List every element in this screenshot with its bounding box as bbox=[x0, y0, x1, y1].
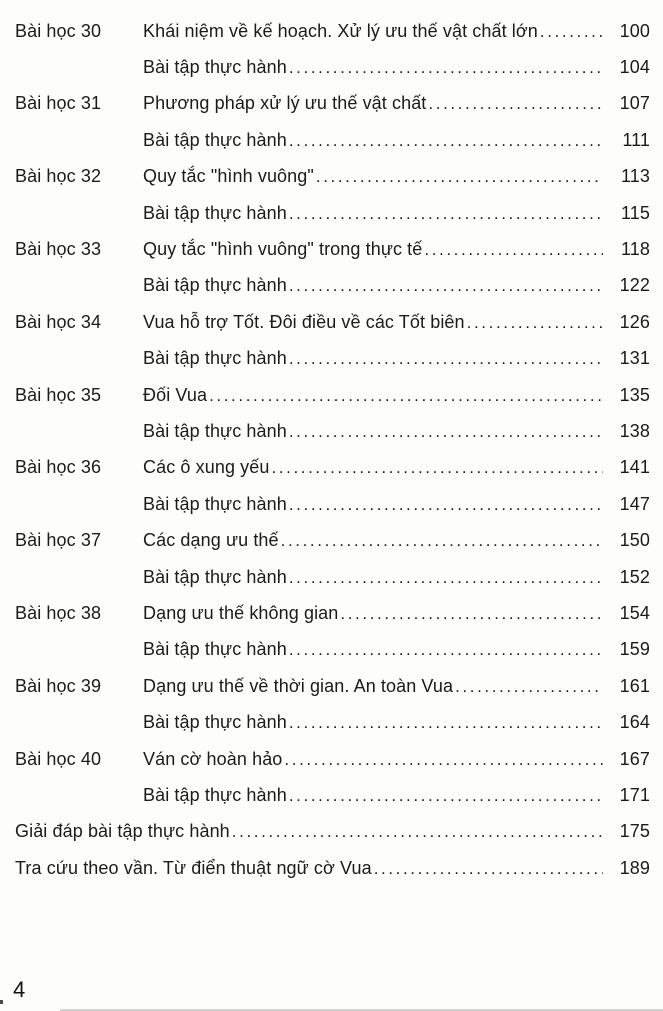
dot-leader bbox=[271, 457, 603, 478]
entry-page-number: 131 bbox=[619, 348, 650, 369]
entry-title: Bài tập thực hành bbox=[143, 348, 287, 369]
dot-leader bbox=[424, 239, 603, 260]
entry-page-number: 100 bbox=[619, 20, 650, 41]
toc-row bbox=[15, 850, 650, 886]
toc-row bbox=[15, 304, 650, 340]
dot-leader bbox=[232, 821, 603, 842]
entry-title: Đối Vua bbox=[143, 384, 208, 405]
dot-leader bbox=[281, 530, 603, 551]
entry-page-number: 141 bbox=[619, 457, 650, 478]
toc-entry bbox=[143, 312, 603, 333]
entry-page-number: 147 bbox=[619, 493, 650, 514]
toc-entry bbox=[143, 603, 603, 624]
dot-leader bbox=[289, 421, 603, 442]
lesson-number-label: Bài học 40 bbox=[15, 748, 102, 769]
toc-entry bbox=[143, 275, 603, 296]
dot-leader bbox=[374, 858, 603, 879]
toc-row bbox=[15, 341, 650, 377]
entry-page-number: 171 bbox=[619, 784, 650, 805]
toc-entry bbox=[143, 21, 603, 42]
toc-entry bbox=[143, 93, 603, 114]
toc-row bbox=[15, 595, 650, 631]
toc-row bbox=[15, 13, 650, 49]
entry-page-number: 175 bbox=[619, 821, 650, 842]
lesson-number-label: Bài học 39 bbox=[15, 675, 102, 696]
toc-entry bbox=[143, 385, 603, 406]
dot-leader bbox=[289, 785, 603, 806]
entry-page-number: 111 bbox=[622, 129, 650, 150]
toc-entry bbox=[143, 203, 603, 224]
toc-entry bbox=[143, 130, 603, 151]
toc-row bbox=[15, 486, 650, 522]
toc-row bbox=[15, 86, 650, 122]
dot-leader bbox=[540, 21, 603, 42]
entry-page-number: 161 bbox=[619, 675, 650, 696]
toc-row bbox=[15, 413, 650, 449]
entry-title: Vua hỗ trợ Tốt. Đôi điều về các Tốt biên bbox=[143, 311, 465, 332]
toc-entry bbox=[143, 421, 603, 442]
entry-page-number: 113 bbox=[621, 166, 650, 187]
dot-leader bbox=[316, 166, 603, 187]
entry-page-number: 167 bbox=[619, 748, 650, 769]
lesson-number-label: Bài học 36 bbox=[15, 457, 102, 478]
entry-page-number: 126 bbox=[619, 311, 650, 332]
entry-page-number: 118 bbox=[621, 239, 650, 260]
toc-row bbox=[15, 49, 650, 85]
entry-page-number: 150 bbox=[619, 530, 650, 551]
toc-entry bbox=[143, 57, 603, 78]
toc-row bbox=[15, 632, 650, 668]
entry-title: Bài tập thực hành bbox=[143, 566, 287, 587]
toc-entry bbox=[143, 639, 603, 660]
dot-leader bbox=[289, 567, 603, 588]
entry-title: Bài tập thực hành bbox=[143, 784, 287, 805]
dot-leader bbox=[289, 712, 603, 733]
dot-leader bbox=[209, 385, 603, 406]
entry-title: Bài tập thực hành bbox=[143, 202, 287, 223]
lesson-number-label: Bài học 33 bbox=[15, 239, 102, 260]
toc-row bbox=[15, 231, 650, 267]
toc-entry bbox=[143, 166, 603, 187]
dot-leader bbox=[289, 203, 603, 224]
toc-entry bbox=[143, 494, 603, 515]
toc-entry bbox=[143, 457, 603, 478]
toc-row bbox=[15, 668, 650, 704]
dot-leader bbox=[289, 130, 603, 151]
entry-title: Bài tập thực hành bbox=[143, 639, 287, 660]
entry-title: Dạng ưu thế về thời gian. An toàn Vua bbox=[143, 675, 454, 696]
entry-page-number: 135 bbox=[619, 384, 650, 405]
toc-row bbox=[15, 122, 650, 158]
entry-title: Quy tắc "hình vuông" trong thực tế bbox=[143, 239, 423, 260]
entry-title: Bài tập thực hành bbox=[143, 712, 287, 733]
toc-row bbox=[15, 195, 650, 231]
entry-title: Khái niệm về kế hoạch. Xử lý ưu thế vật chất lớn bbox=[143, 20, 538, 41]
dot-leader bbox=[340, 603, 603, 624]
lesson-number-label: Bài học 30 bbox=[15, 20, 102, 41]
entry-title: Bài tập thực hành bbox=[143, 57, 287, 78]
toc-row bbox=[15, 741, 650, 777]
lesson-number-label: Bài học 32 bbox=[15, 166, 102, 187]
toc-row bbox=[15, 450, 650, 486]
toc-entry bbox=[143, 749, 603, 770]
toc-row bbox=[15, 777, 650, 813]
lesson-number-label: Bài học 37 bbox=[15, 530, 102, 551]
toc-entry bbox=[143, 676, 603, 697]
dot-leader bbox=[428, 93, 603, 114]
dot-leader bbox=[289, 275, 603, 296]
lesson-number-label: Bài học 34 bbox=[15, 311, 102, 332]
entry-title: Giải đáp bài tập thực hành bbox=[15, 821, 230, 842]
entry-title: Bài tập thực hành bbox=[143, 420, 287, 441]
toc-entry bbox=[143, 348, 603, 369]
entry-page-number: 115 bbox=[621, 202, 650, 223]
toc-entry bbox=[143, 239, 603, 260]
entry-page-number: 122 bbox=[619, 275, 650, 296]
dot-leader bbox=[284, 749, 603, 770]
entry-page-number: 159 bbox=[619, 639, 650, 660]
toc-entry bbox=[143, 567, 603, 588]
dot-leader bbox=[289, 639, 603, 660]
entry-title: Bài tập thực hành bbox=[143, 275, 287, 296]
toc-row bbox=[15, 814, 650, 850]
entry-title: Các dạng ưu thế bbox=[143, 530, 279, 551]
entry-title: Tra cứu theo vần. Từ điển thuật ngữ cờ Vua bbox=[15, 857, 372, 878]
dot-leader bbox=[289, 57, 603, 78]
toc-row bbox=[15, 559, 650, 595]
toc-row bbox=[15, 377, 650, 413]
scan-speck-artifact bbox=[0, 1000, 3, 1004]
entry-title: Bài tập thực hành bbox=[143, 493, 287, 514]
entry-title: Quy tắc "hình vuông" bbox=[143, 166, 314, 187]
dot-leader bbox=[467, 312, 603, 333]
dot-leader bbox=[455, 676, 603, 697]
page-number: 4 bbox=[13, 977, 26, 1002]
toc-list bbox=[15, 13, 650, 886]
lesson-number-label: Bài học 35 bbox=[15, 384, 102, 405]
toc-row bbox=[15, 159, 650, 195]
dot-leader bbox=[289, 494, 603, 515]
toc-row bbox=[15, 522, 650, 558]
toc-entry bbox=[143, 785, 603, 806]
toc-entry bbox=[143, 712, 603, 733]
entry-page-number: 152 bbox=[619, 566, 650, 587]
entry-page-number: 154 bbox=[619, 602, 650, 623]
dot-leader bbox=[289, 348, 603, 369]
entry-title: Bài tập thực hành bbox=[143, 129, 287, 150]
entry-page-number: 189 bbox=[619, 857, 650, 878]
entry-title: Phương pháp xử lý ưu thế vật chất bbox=[143, 93, 427, 114]
toc-entry bbox=[15, 858, 603, 879]
entry-page-number: 107 bbox=[619, 93, 650, 114]
entry-title: Dạng ưu thế không gian bbox=[143, 602, 339, 623]
toc-entry bbox=[15, 821, 603, 842]
toc-row bbox=[15, 704, 650, 740]
entry-page-number: 138 bbox=[619, 420, 650, 441]
entry-page-number: 164 bbox=[619, 712, 650, 733]
toc-entry bbox=[143, 530, 603, 551]
entry-title: Ván cờ hoàn hảo bbox=[143, 748, 283, 769]
entry-page-number: 104 bbox=[619, 57, 650, 78]
lesson-number-label: Bài học 38 bbox=[15, 602, 102, 623]
entry-title: Các ô xung yếu bbox=[143, 457, 270, 478]
toc-row bbox=[15, 268, 650, 304]
lesson-number-label: Bài học 31 bbox=[15, 93, 102, 114]
